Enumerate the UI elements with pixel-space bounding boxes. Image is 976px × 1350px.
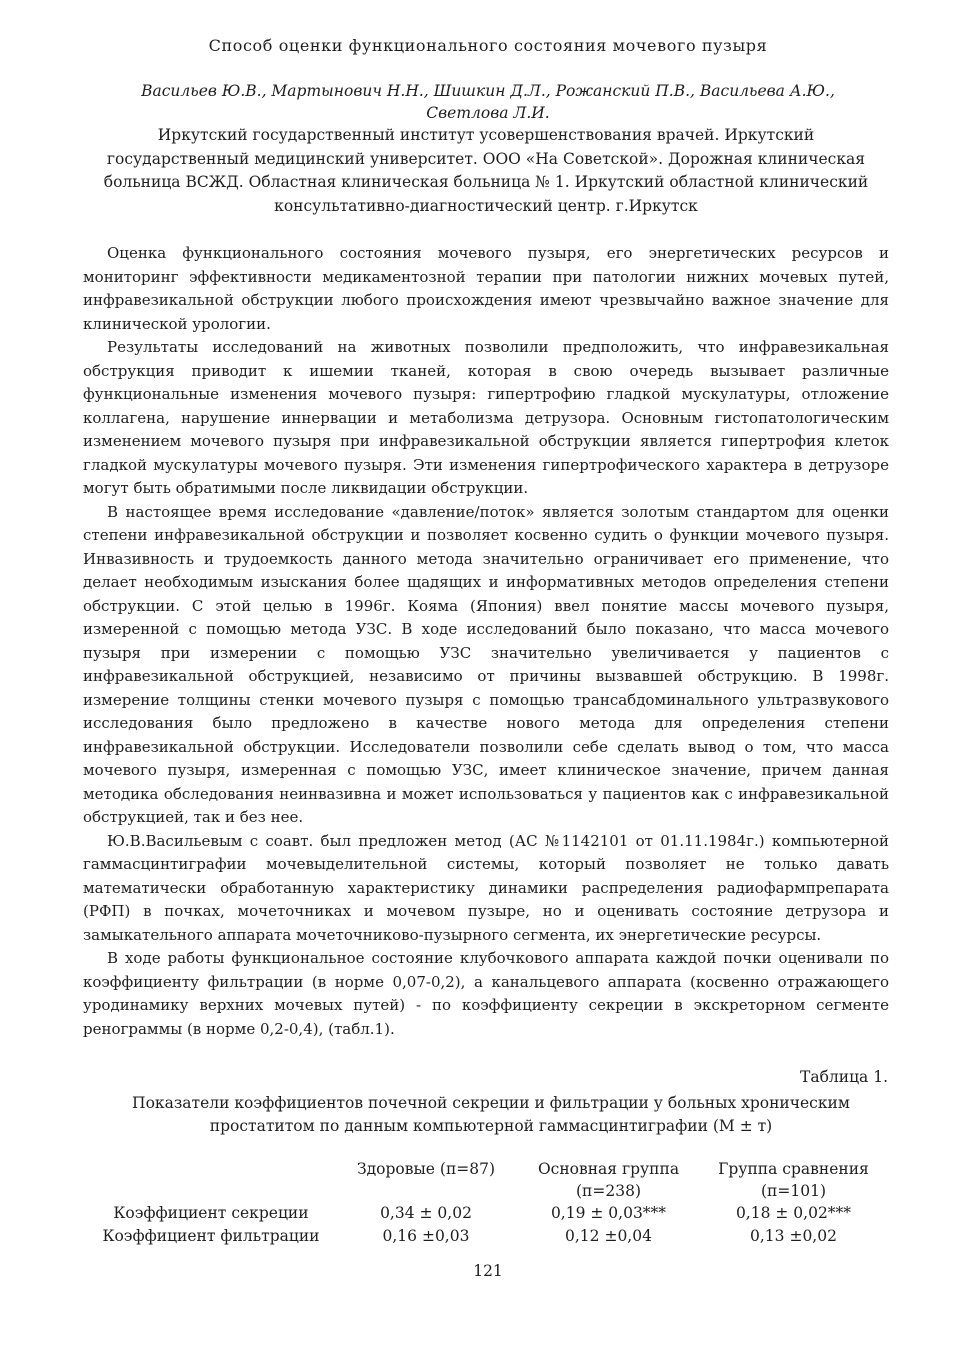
paragraph: Результаты исследований на животных позволили предположить, что инфравезикальная обструкция приводит к ишемии тканей, которая в свою очередь вызывает различные функциональные изменения мочевого пузыря: гипертрофию гладкой мускулатуры, отложение коллагена, нарушение иннервации и метаболизма детрузора. Основным гистопатологическим изменением мочевого пузыря при инфравезикальной обструкции является гипертрофия клеток гладкой мускулатуры мочевого пузыря. Эти изменения гипертрофического характера в детрузоре могут быть обратимыми после ликвидации обструкции.: [83, 338, 889, 497]
table-title: Показатели коэффициентов почечной секреции и фильтрации у больных хроническим простатитом по данным компьютерной гаммасцинтиграфии (М ± т): [132, 1094, 850, 1135]
table-header-cell: [336, 1158, 516, 1202]
table-cell: 0,18 ± 0,02***: [735, 1204, 852, 1222]
paragraph: Оценка функционального состояния мочевого пузыря, его энергетических ресурсов и мониторинг эффективности медикаментозной терапии при патологии нижних мочевых путей, инфравезикальной обструкции любого происхождения имеют чрезвычайно важное значение для клинической урологии.: [83, 244, 889, 333]
results-table: [86, 1158, 886, 1248]
table-header-empty: [86, 1158, 336, 1202]
table-header-cell: [516, 1158, 701, 1202]
table-cell: 0,19 ± 0,03***: [550, 1204, 667, 1222]
header-group-count: (п=238): [576, 1182, 641, 1200]
author-list: Васильев Ю.В., Мартынович Н.Н., Шишкин Д.Л., Рожанский П.В., Васильева А.Ю., Светлова Л.И.: [141, 82, 835, 122]
table-cell: 0,34 ± 0,02: [380, 1204, 472, 1222]
table-cell: 0,12 ±0,04: [565, 1227, 652, 1245]
paragraph: В ходе работы функциональное состояние клубочкового аппарата каждой почки оценивали по коэффициенту фильтрации (в норме 0,07-0,2), а канальцевого аппарата (косвенно отражающего уродинамику верхних мочевых путей) - по коэффициенту секреции в экскреторном сегменте ренограммы (в норме 0,2-0,4), (табл.1).: [83, 949, 889, 1038]
affiliation: Иркутский государственный институт усовершенствования врачей. Иркутский государственный медицинский университет. ООО «На Советской». Дорожная клиническая больница ВСЖД. Областная клиническая больница № 1. Иркутский областной клинический консультативно-диагностический центр. г.Иркутск: [103, 126, 869, 215]
article-title: Способ оценки функционального состояния мочевого пузыря: [208, 36, 768, 55]
row-label: Коэффициент секреции: [113, 1204, 309, 1222]
table-header-cell: [701, 1158, 886, 1202]
header-group-name: Группа сравнения: [718, 1160, 869, 1178]
table-header-row: [86, 1158, 886, 1202]
row-label: Коэффициент фильтрации: [102, 1227, 320, 1245]
article-body: [83, 242, 889, 1041]
page-number: 121: [473, 1262, 503, 1280]
header-group-name: Здоровые (п=87): [356, 1160, 496, 1178]
header-group-name: Основная группа: [537, 1160, 680, 1178]
table-cell: 0,16 ±0,03: [382, 1227, 470, 1245]
table-row: [86, 1202, 886, 1225]
table-row: [86, 1225, 886, 1248]
table-caption: Таблица 1.: [799, 1068, 888, 1086]
table-cell: 0,13 ±0,02: [750, 1227, 837, 1245]
paragraph: В настоящее время исследование «давление/поток» является золотым стандартом для оценки степени инфравезикальной обструкции и позволяет косвенно судить о функции мочевого пузыря. Инвазивность и трудоемкость данного метода значительно ограничивает его применение, что делает необходимым изыскания более щадящих и информативных методов определения степени обструкции. С этой целью в 1996г. Кояма (Япония) ввел понятие массы мочевого пузыря, измеренной с помощью метода УЗС. В ходе исследований было показано, что масса мочевого пузыря при измерении с помощью УЗС значительно увеличивается у пациентов с инфравезикальной обструкцией, независимо от причины вызвавшей обструкцию. В 1998г. измерение толщины стенки мочевого пузыря с помощью трансабдоминального ультразвукового исследования было предложено в качестве нового метода для определения степени инфравезикальной обструкции. Исследователи позволили себе сделать вывод о том, что масса мочевого пузыря, измеренная с помощью УЗС, имеет клиническое значение, причем данная методика обследования неинвазивна и может использоваться у пациентов как с инфравезикальной обструкцией, так и без нее.: [83, 502, 889, 826]
header-group-count: (п=101): [761, 1182, 826, 1200]
paragraph: Ю.В.Васильевым с соавт. был предложен метод (АС №1142101 от 01.11.1984г.) компьютерной гаммасцинтиграфии мочевыделительной системы, который позволяет не только давать математически обработанную характеристику динамики распределения радиофармпрепарата (РФП) в почках, мочеточниках и мочевом пузыре, но и оценивать состояние детрузора и замыкательного аппарата мочеточниково-пузырного сегмента, их энергетические ресурсы.: [83, 831, 889, 944]
